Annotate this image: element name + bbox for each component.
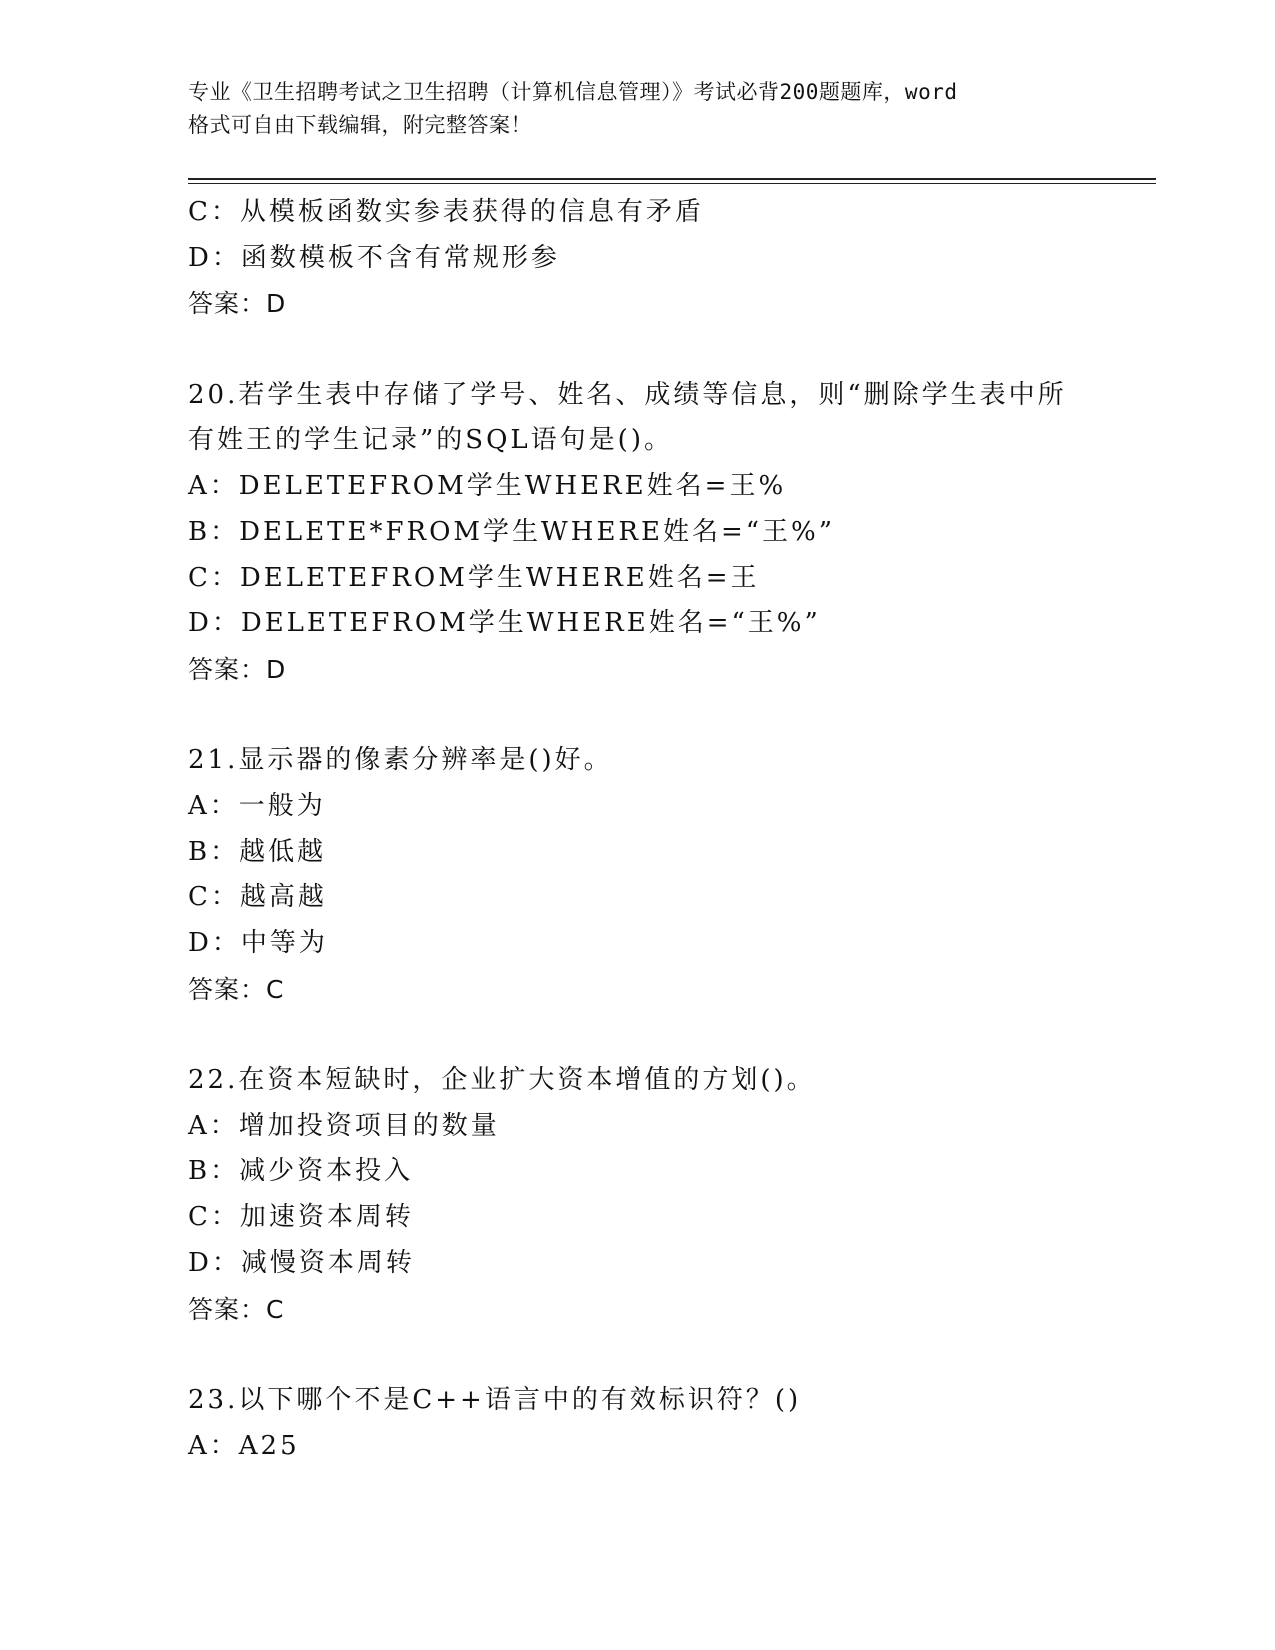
option-d: D：函数模板不含有常规形参 [188, 242, 560, 273]
option-c: C：DELETEFROM学生WHERE姓名=王 [188, 562, 760, 593]
answer: 答案：D [188, 289, 287, 319]
question-stem: 23.以下哪个不是C++语言中的有效标识符？() [188, 1384, 802, 1415]
question-20 [188, 373, 1088, 693]
option-a: A：DELETEFROM学生WHERE姓名=王% [188, 471, 787, 502]
option-b: B：减少资本投入 [188, 1156, 414, 1187]
header-divider-thin [188, 183, 1156, 184]
spacer [188, 1332, 1088, 1378]
option-c: C：从模板函数实参表获得的信息有矛盾 [188, 197, 704, 227]
option-d: D：中等为 [188, 928, 328, 958]
spacer [188, 327, 1088, 373]
question-19-tail [188, 190, 1088, 327]
header-line-1: 专业《卫生招聘考试之卫生招聘（计算机信息管理）》考试必背200题题库，word [188, 80, 958, 104]
spacer [188, 1012, 1088, 1058]
option-a: A：一般为 [188, 790, 326, 821]
question-stem-cont: 有姓王的学生记录”的SQL语句是()。 [188, 425, 673, 456]
question-23 [188, 1378, 1088, 1469]
option-d: D：DELETEFROM学生WHERE姓名=“王%” [188, 608, 821, 639]
option-c: C：越高越 [188, 882, 327, 913]
header-line-2: 格式可自由下载编辑，附完整答案！ [188, 113, 532, 137]
answer: 答案：C [188, 974, 285, 1004]
document-header [188, 76, 1088, 142]
spacer [188, 693, 1088, 739]
question-22 [188, 1058, 1088, 1332]
answer: 答案：D [188, 654, 287, 684]
question-stem: 20.若学生表中存储了学号、姓名、成绩等信息，则“删除学生表中所 [188, 379, 1067, 410]
answer: 答案：C [188, 1294, 285, 1324]
option-a: A：增加投资项目的数量 [188, 1110, 500, 1141]
question-21 [188, 738, 1088, 1012]
option-d: D：减慢资本周转 [188, 1247, 415, 1278]
option-a: A：A25 [188, 1430, 300, 1461]
option-b: B：DELETE*FROM学生WHERE姓名=“王%” [188, 516, 836, 547]
question-stem: 21.显示器的像素分辨率是()好。 [188, 745, 613, 776]
option-c: C：加速资本周转 [188, 1202, 414, 1233]
header-divider [188, 178, 1156, 180]
question-stem: 22.在资本短缺时，企业扩大资本增值的方划()。 [188, 1065, 816, 1096]
option-b: B：越低越 [188, 836, 327, 867]
question-list [188, 190, 1088, 1469]
